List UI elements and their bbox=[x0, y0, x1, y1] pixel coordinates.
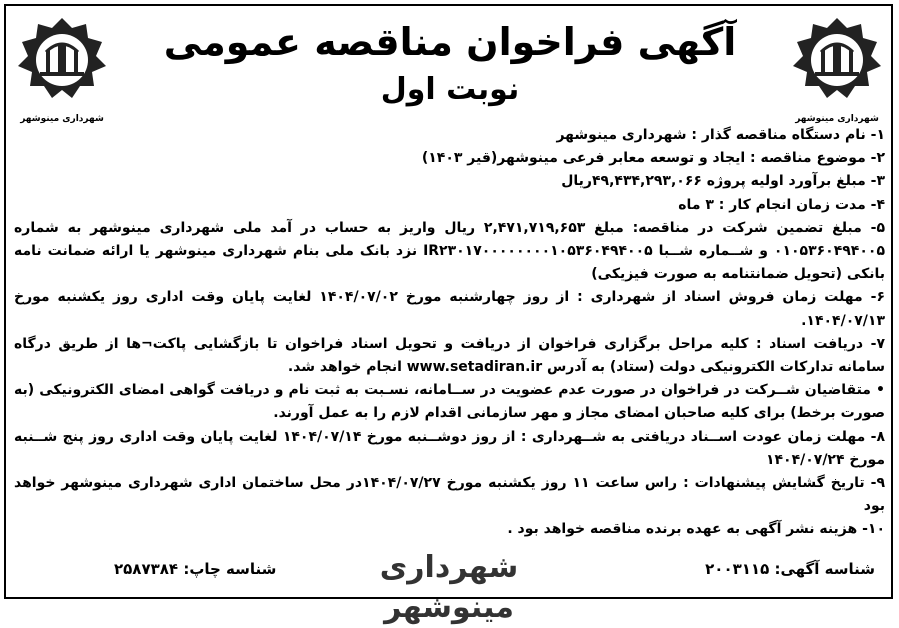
notice-footer bbox=[14, 548, 885, 625]
notice-subtitle: نوبت اول bbox=[380, 72, 520, 107]
item-2: ۲- موضوع مناقصه : ایجاد و توسعه معابر فرعی مینوشهر(قیر ۱۴۰۳) bbox=[421, 150, 885, 167]
item-7 bbox=[14, 333, 885, 379]
notice-title: آگهی فراخوان مناقصه عمومی bbox=[163, 20, 737, 64]
item-10: ۱۰- هزینه نشر آگهی به عهده برنده مناقصه خواهد بود . bbox=[507, 521, 885, 538]
item-3: ۳- مبلغ برآورد اولیه پروژه ۴۹,۴۳۴,۲۹۳,۰۶۶ریال bbox=[561, 173, 885, 190]
municipality-name: شهرداری مینوشهر bbox=[379, 550, 519, 625]
emblem-icon bbox=[12, 14, 112, 106]
logo-caption: شهرداری مینوشهر bbox=[20, 114, 104, 124]
print-id: شناسه چاپ: ۲۵۸۷۳۸۴ bbox=[114, 560, 277, 578]
notice-body bbox=[14, 124, 885, 542]
item-5: ۵- مبلغ تضمین شرکت در مناقصه: مبلغ ۲,۴۷۱,۷۱۹,۶۵۳ ریال واریز به حساب در آمد ملی شهرداری مینوشهر به شماره ۰۱۰۵۳۶۰۴۹۴۰۰۵ و شــماره شــبا IR۲۳۰۱۷۰۰۰۰۰۰۰۰۱۰۵۳۶۰۴۹۴۰۰۵ نزد بانک ملی بنام شهرداری مینوشهر یا ارائه ضمانت نامه بانکی (تحویل ضمانتنامه به صورت فیزیکی) bbox=[14, 219, 885, 283]
item-8: ۸- مهلت زمان عودت اســناد دریافتی به شــهرداری : از روز دوشــنبه مورخ ۱۴۰۴/۰۷/۱۴ لغایت پایان وقت اداری روز پنج شــنبه مورخ ۱۴۰۴/۰۷/۲۴ bbox=[14, 428, 886, 468]
item-bullet: • متقاضیان شــرکت در فراخوان در صورت عدم عضویت در ســامانه، نسـبت به ثبت نام و دریافت گواهی امضای الکترونیکی (به صورت برخط) برای کلیه صاحبان امضای مجاز و مهر سازمانی اقدام لازم را به عمل آورند. bbox=[14, 382, 885, 422]
item-4: ۴- مدت زمان انجام کار : ۳ ماه bbox=[678, 196, 885, 213]
item-9: ۹- تاریخ گشایش پیشنهادات : راس ساعت ۱۱ روز یکشنبه مورخ ۱۴۰۴/۰۷/۲۷در محل ساختمان اداری شهرداری مینوشهر خواهد بود bbox=[14, 475, 885, 515]
emblem-icon bbox=[787, 14, 887, 106]
municipality-logo-right bbox=[787, 14, 887, 124]
item-1: ۱- نام دستگاه مناقصه گذار : شهرداری مینوشهر bbox=[556, 127, 885, 143]
item-6: ۶- مهلت زمان فروش اسناد از شهرداری : از روز چهارشنبه مورخ ۱۴۰۴/۰۷/۰۲ لغایت پایان وقت اداری روز یکشنبه مورخ ۱۴۰۴/۰۷/۱۳. bbox=[14, 289, 885, 329]
ad-id: شناسه آگهی: ۲۰۰۳۱۱۵ bbox=[705, 560, 875, 578]
logo-caption: شهرداری مینوشهر bbox=[795, 114, 879, 124]
item-7-tail: انجام خواهد شد. bbox=[287, 359, 402, 376]
item-7-text: ۷- دریافت اسناد : کلیه مراحل برگزاری فراخوان از دریافت و تحویل اسناد فراخوان تا بازگشایی پاکت¬ها از طریق درگاه سامانه تدارکات الکترونیکی دولت (ستاد) به آدرس bbox=[14, 335, 885, 376]
setad-url-link[interactable]: www.setadiran.ir bbox=[406, 359, 543, 376]
municipality-logo-left bbox=[12, 14, 112, 124]
